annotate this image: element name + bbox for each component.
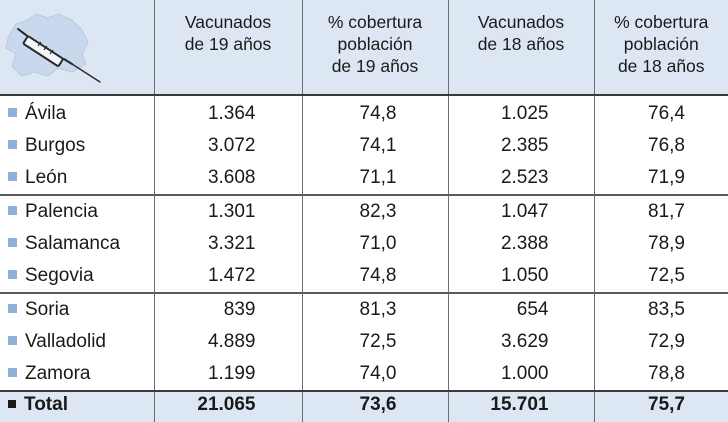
logo-cell — [0, 0, 154, 95]
province-cell: Salamanca — [0, 228, 154, 260]
vacunados-18-cell: 1.050 — [448, 260, 594, 293]
total-cobertura-19: 73,6 — [302, 391, 448, 422]
vacunados-19-cell: 839 — [154, 293, 302, 326]
table-row — [0, 260, 728, 293]
cobertura-18-cell: 76,4 — [594, 95, 728, 130]
square-bullet-icon — [8, 270, 17, 279]
cobertura-18-cell: 83,5 — [594, 293, 728, 326]
province-cell: Valladolid — [0, 326, 154, 358]
vacunados-19-cell: 4.889 — [154, 326, 302, 358]
table-row — [0, 162, 728, 195]
cobertura-18-cell: 72,9 — [594, 326, 728, 358]
vacunados-18-cell: 2.388 — [448, 228, 594, 260]
header-cobertura-18: % cobertura población de 18 años — [594, 0, 728, 95]
total-label-cell: Total — [0, 391, 154, 422]
cobertura-18-cell: 71,9 — [594, 162, 728, 195]
table-row — [0, 326, 728, 358]
vacunados-18-cell: 2.523 — [448, 162, 594, 195]
total-vacunados-18: 15.701 — [448, 391, 594, 422]
cobertura-19-cell: 74,8 — [302, 95, 448, 130]
cobertura-19-cell: 82,3 — [302, 195, 448, 228]
header-cobertura-19: % cobertura población de 19 años — [302, 0, 448, 95]
province-cell: León — [0, 162, 154, 195]
province-cell: Soria — [0, 293, 154, 326]
table-row — [0, 228, 728, 260]
header-vacunados-19: Vacunados de 19 años — [154, 0, 302, 95]
cobertura-19-cell: 72,5 — [302, 326, 448, 358]
syringe-map-icon — [2, 10, 114, 84]
vacunados-18-cell: 1.025 — [448, 95, 594, 130]
vacunados-18-cell: 2.385 — [448, 130, 594, 162]
cobertura-18-cell: 72,5 — [594, 260, 728, 293]
cobertura-18-cell: 76,8 — [594, 130, 728, 162]
cobertura-19-cell: 74,8 — [302, 260, 448, 293]
square-bullet-icon — [8, 108, 17, 117]
vacunados-19-cell: 1.199 — [154, 358, 302, 391]
table-row — [0, 358, 728, 391]
cobertura-18-cell: 78,8 — [594, 358, 728, 391]
square-bullet-icon — [8, 140, 17, 149]
vacunados-19-cell: 1.472 — [154, 260, 302, 293]
province-cell: Segovia — [0, 260, 154, 293]
vacunados-18-cell: 654 — [448, 293, 594, 326]
cobertura-18-cell: 81,7 — [594, 195, 728, 228]
cobertura-19-cell: 71,0 — [302, 228, 448, 260]
vacunados-18-cell: 1.000 — [448, 358, 594, 391]
province-cell: Ávila — [0, 95, 154, 130]
square-bullet-icon — [8, 172, 17, 181]
vacunados-19-cell: 3.608 — [154, 162, 302, 195]
vacunados-18-cell: 3.629 — [448, 326, 594, 358]
square-bullet-icon — [8, 304, 17, 313]
province-cell: Palencia — [0, 195, 154, 228]
vacunados-19-cell: 1.301 — [154, 195, 302, 228]
total-row — [0, 391, 728, 422]
vacunados-19-cell: 3.321 — [154, 228, 302, 260]
cobertura-19-cell: 71,1 — [302, 162, 448, 195]
header-row — [0, 0, 728, 95]
table-row — [0, 195, 728, 228]
square-bullet-icon — [8, 238, 17, 247]
total-vacunados-19: 21.065 — [154, 391, 302, 422]
table-row — [0, 293, 728, 326]
table-row — [0, 130, 728, 162]
province-cell: Burgos — [0, 130, 154, 162]
square-bullet-icon — [8, 206, 17, 215]
cobertura-18-cell: 78,9 — [594, 228, 728, 260]
vacunados-18-cell: 1.047 — [448, 195, 594, 228]
total-cobertura-18: 75,7 — [594, 391, 728, 422]
square-bullet-icon — [8, 400, 16, 408]
header-vacunados-18: Vacunados de 18 años — [448, 0, 594, 95]
cobertura-19-cell: 74,0 — [302, 358, 448, 391]
square-bullet-icon — [8, 368, 17, 377]
vacunados-19-cell: 1.364 — [154, 95, 302, 130]
vacunados-19-cell: 3.072 — [154, 130, 302, 162]
table-row — [0, 95, 728, 130]
province-cell: Zamora — [0, 358, 154, 391]
cobertura-19-cell: 74,1 — [302, 130, 448, 162]
square-bullet-icon — [8, 336, 17, 345]
cobertura-19-cell: 81,3 — [302, 293, 448, 326]
